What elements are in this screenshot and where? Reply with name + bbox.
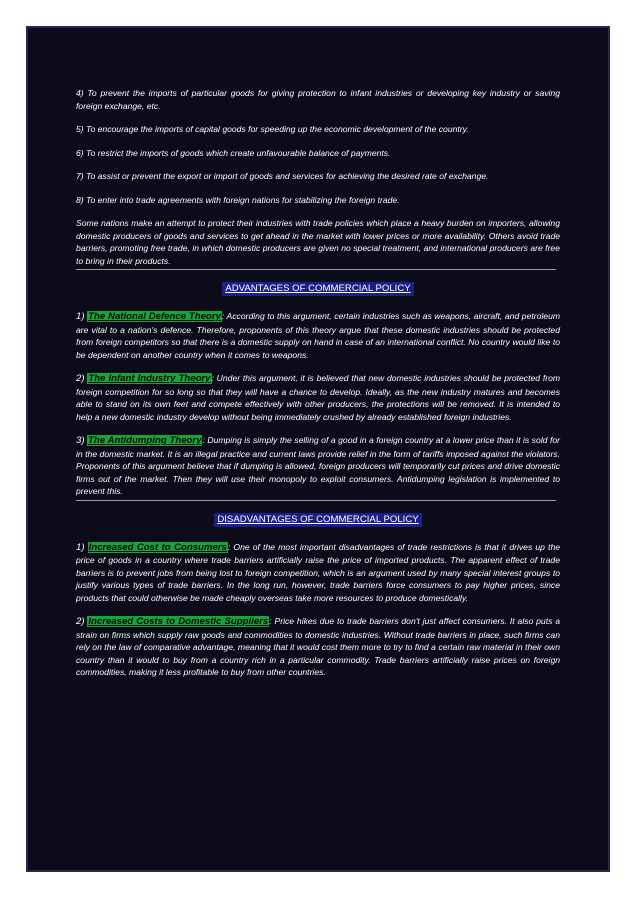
paragraph: 8) To enter into trade agreements with foreign nations for stabilizing the foreign trade. [76,194,400,205]
advantage-item-3 [76,434,560,498]
item-number: 2) [76,373,85,384]
item-term: Increased Costs to Domestic Suppliers [88,616,269,627]
advantages-heading: ADVANTAGES OF COMMERCIAL POLICY [222,282,413,296]
advantage-item-2 [76,372,560,423]
disadvantages-heading: DISADVANTAGES OF COMMERCIAL POLICY [214,513,421,527]
paragraph: Some nations make an attempt to protect their industries with trade policies which place a heavy burden on importers, allowing domestic producers of goods and services to get ahead in the market with lower prices or more availability. Others avoid trade barriers, promoting free trade, in which domestic producers are given no special treatment, and international producers are free to bring in their products. [76,218,560,266]
paragraph: 7) To assist or prevent the export or import of goods and services for achieving the desired rate of exchange. [76,171,489,181]
item-term: The Infant Industry Theory [88,373,211,384]
divider [76,500,556,501]
item-number: 2) [76,616,85,627]
disadvantage-item-1 [76,541,560,605]
item-text: : Under this argument, it is believed that new domestic industries should be protected from foreign competition for so long so that they will have a chance to develop. Ideally, as the new industry matures and becomes able to stand on its own feet and compete effectively with other producers, the protections will be removed. It is intended to help a new domestic industry develop without being immediately crushed by already established foreign industries. [76,373,561,422]
advantage-item-1 [76,310,560,361]
paragraph: 6) To restrict the imports of goods which create unfavourable balance of payments. [76,147,391,158]
paragraph: 5) To encourage the imports of capital goods for speeding up the economic development of the country. [76,124,469,134]
item-text: : According to this argument, certain industries such as weapons, aircraft, and petroleum are vital to a nation's defence. Therefore, proponents of this theory argue that these domestic industries should be protected from foreign competitors so that there is a domestic supply on hand in case of an international conflict. No country would like to be dependent on another country when it comes to weapons. [76,311,561,360]
item-term: The National Defence Theory [88,311,221,322]
item-number: 1) [76,541,85,553]
item-text: : Dumping is simply the selling of a good in a foreign country at a lower price than it is sold for in the domestic market. It is an illegal practice and current laws provide relief in the form of tariffs imposed against the violators. Proponents of this argument believe that if dumping is allowed, foreign producers will temporarily cut prices and drive domestic firms out of the market. Then they will use their monopoly to exploit consumers. Antidumping legislation is implemented to prevent this. [76,435,560,496]
divider [76,269,556,270]
item-text: : Price hikes due to trade barriers don't just affect consumers. It also puts a strain on firms which supply raw goods and commodities to domestic industries. Without trade barriers in place, such firms can rely on the law of comparative advantage, meaning that it would cost them more to try to find a certain raw material in their own country than it would to buy from a country rich in a particular commodity. Trade barriers artificially raise prices on foreign commodities, making it less profitable to buy from other countries. [76,616,561,677]
item-term: The Antidumping Theory [88,435,202,446]
item-number: 1) [76,311,85,322]
disadvantage-item-2 [76,615,560,679]
item-text: : One of the most important disadvantages of trade restrictions is that it drives up the price of goods in a country where trade barriers artificially raise the price of imported products. The apparent effect of trade barriers is to prevent jobs from being lost to foreign competition, which is an argument used by many special interest groups to justify various types of trade barriers. In the long run, however, trade barriers force consumers to pay higher prices, since products that could otherwise be made cheaply overseas take more resources to produce domestically. [76,541,561,603]
document-body [76,87,560,690]
item-number: 3) [76,435,85,446]
paragraph: 4) To prevent the imports of particular goods for giving protection to infant industries or developing key industry or saving foreign exchange, etc. [76,88,560,111]
item-term: Increased Cost to Consumers [88,541,227,553]
